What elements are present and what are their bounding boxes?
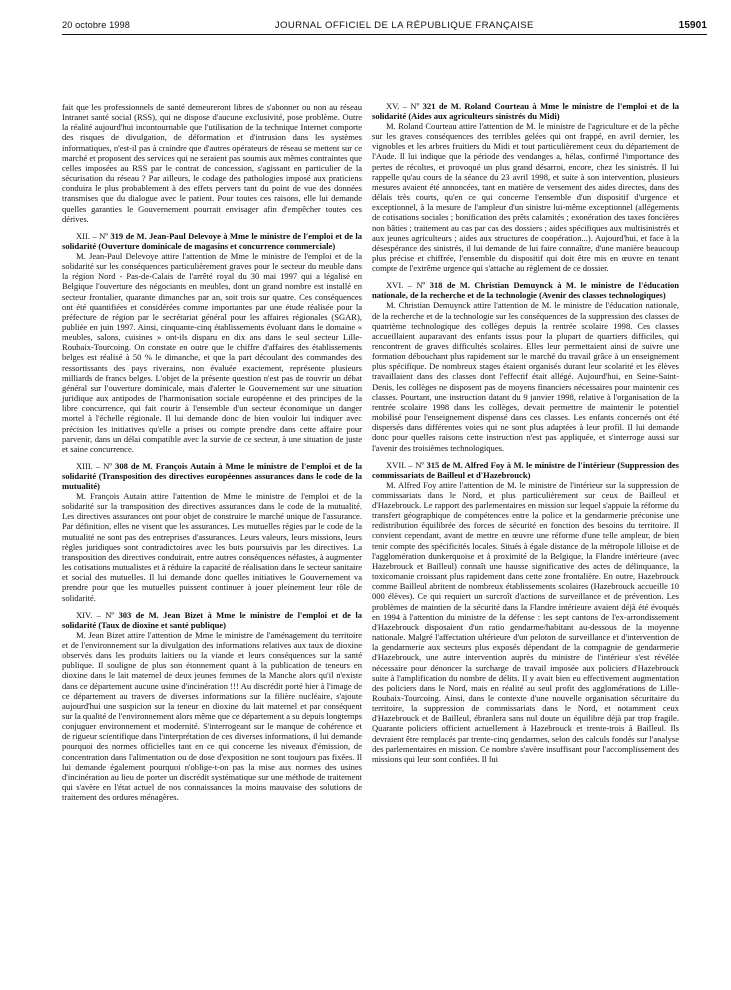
right-column [372, 101, 679, 764]
question-title: 315 de M. Alfred Foy à M. le ministre de l'intérieur (Suppression des commissariats de Bailleul et d'Hazebrouck) [372, 459, 679, 480]
question-xvii [372, 460, 679, 764]
question-title: 318 de M. Christian Demuynck à M. le ministre de l'éducation nationale, de la recherche et de la technologie (Avenir des classes technologiques) [372, 280, 679, 301]
question-body: M. Alfred Foy attire l'attention de M. le ministre de l'intérieur sur la suppression de commissariats dans le Nord, et plus particulièrement sur ceux de Bailleul et d'Hazebrouck. Le rapport des parlementaires en mission sur lequel s'appuie la réforme du transfert géographique de compétences entre la police et la gendarmerie préconise une redistribution équilibrée des forces de sécurité en fonction des besoins du territoire. Il convient cependant, avant de mettre en œuvre une réforme d'une telle ampleur, de bien tenir compte des spécificités locales. Situés à égale distance de la métropole lilloise et de l'agglomération dunkerquoise et à proximité de la Belgique, la Flandre intérieure (avec Hazebrouck et Bailleul) connaît une hausse significative des actes de délinquance, la toxicomanie croissant plus rapidement dans cette zone frontalière. En outre, Hazebrouck comme Bailleul abritent de nombreux établissements scolaires (Hazebrouck accueille 10 000 élèves). Ce qui requiert un surcroît d'actions de surveillance et de prévention. Les problèmes de maintien de la sécurité dans la Flandre intérieure avaient déjà été évoqués en 1994 à l'attention du ministre de la défense : les sept cantons de l'ex-arrondissement d'Hazebrouck disposaient d'un ratio gendarme/habitant au-dessous de la moyenne nationale. Malgré l'affectation ultérieure d'un peloton de surveillance et d'intervention de la gendarmerie aux secteurs plus exposés dépendant de la compagnie de gendarmerie d'Hazebrouck, une autre intervention auprès du ministre de l'intérieur s'est révélée nécessaire pour dénoncer la surcharge de travail imposée aux policiers d'Hazebrouck suite à l'amplification du nombre de délits. Il y avait bien eu effectivement augmentation des policiers dans le Nord, mais en réalité au seul profit des agglomérations de Lille-Roubaix-Tourcoing. Ainsi, dans le contexte d'une nouvelle organisation sécuritaire du territoire, la suppression de commissariats dans le Nord, et notamment ceux d'Hazebrouck et de Bailleul, ébranlera sans nul doute un équilibre déjà par trop fragile. Quarante policiers officient actuellement à Hazebrouck et trente-trois à Bailleul. Ils devraient être remplacés par trente-cinq gendarmes, selon des calculs fondés sur l'analyse des parlementaires en mission. Ce nombre s'avère insuffisant pour l'accomplissement des missions qui leur sont confiées. Il lui [372, 479, 679, 764]
page-number: 15901 [678, 20, 707, 31]
question-continuation [62, 102, 362, 224]
header-rule [62, 34, 707, 35]
question-number: XVII. – Nº [386, 459, 425, 470]
question-xvi [372, 280, 679, 452]
question-number: XII. – Nº [76, 230, 108, 241]
question-heading [62, 461, 362, 491]
question-number: XIV. – Nº [76, 609, 115, 620]
question-body: M. Roland Courteau attire l'attention de M. le ministre de l'agriculture et de la pêche sur les graves conséquences des terribles gelées qui ont frappé, en avril dernier, les vignobles et les arbres fruitiers du Midi et tout particulièrement ceux du département de l'Aude. Il lui indique que la période des vendanges a, hélas, confirmé l'importance des pertes de récoltes, et provoqué un plus grand désarroi, encore, chez les sinistrés. Il lui rappelle qu'au cours de la séance du 23 avril 1998, et suite à son intervention, plusieurs mesures avaient été annoncées, tant en matière de versement des aides directes, dans des délais très courts, qu'en ce qui concerne l'ensemble d'un dispositif d'urgence et exceptionnel, à la mesure de l'ampleur d'un sinistre lui-même exceptionnel (allégements de cotisations sociales ; bonification des prêts calamités ; exonération des taxes foncières non bâties ; traitement au cas par cas des dossiers ; aides spécifiques aux multisinistrés et aux jeunes agriculteurs ; aides aux structures de coopération...). Aujourd'hui, et face à la désespérance des sinistrés, il lui demande de lui faire connaître, d'une manière beaucoup plus précise et chiffrée, l'ensemble du dispositif qui doit être mis en œuvre en tenant compte de l'extrême urgence qui s'attache au règlement de ce dossier. [372, 121, 679, 274]
question-number: XV. – Nº [386, 101, 420, 111]
question-title: 319 de M. Jean-Paul Delevoye à Mme le ministre de l'emploi et de la solidarité (Ouverture dominicale de magasins et concurrence commerciale) [62, 230, 362, 251]
question-number: XIII. – Nº [76, 461, 113, 471]
question-heading [372, 101, 679, 121]
journal-title: JOURNAL OFFICIEL DE LA RÉPUBLIQUE FRANÇAISE [274, 20, 534, 31]
question-body: M. Jean-Paul Delevoye attire l'attention de Mme le ministre de l'emploi et de la solidarité sur les conséquences particulièrement graves pour le secteur du meuble dans la région Nord - Pas-de-Calais de l'arrêté royal du 30 mai 1997 qui a légalisé en Belgique l'ouverture des négociants en meubles, dont un grand nombre est installé en secteur frontalier, quarante dimanches par an, soit trois sur quatre. Ces conséquences ont été quantifiées et considérées comme importantes par une étude réalisée pour la préfecture de région par le secrétariat général pour les affaires régionales (SGAR), publiée en juin 1997. Ainsi, cinquante-cinq établissements évoluant dans le domaine « meubles, salons, cuisines » ont-ils disparu en dix ans dans le seul secteur Lille-Roubaix-Tourcoing. On constate en outre que le chiffre d'affaires des établissements belges est réalisé à 50 % le dimanche, et que la part découlant des commandes des ressortissants des pays riverains, non évaluée exactement, représente plusieurs milliards de francs belges. L'objet de la présente question n'est pas de rouvrir un débat général sur l'ouverture dominicale, mais d'alerter le Gouvernement sur une situation juridique aux antipodes de l'harmonisation sociale européenne et des principes de la libre concurrence, qui fait courir à l'ensemble d'un secteur économique un danger mortel à l'échelle régionale. Il lui demande donc de bien vouloir lui indiquer avec précision les initiatives qu'elle a prises ou compte prendre dans cette affaire pour parvenir, dans un délai compatible avec la survie de ce secteur, à une situation de juste et saine concurrence. [62, 250, 362, 454]
question-heading [372, 460, 679, 480]
question-xiv [62, 610, 362, 803]
question-xii [62, 231, 362, 454]
question-xiii [62, 461, 362, 603]
question-heading [62, 610, 362, 630]
question-body: M. Christian Demuynck attire l'attention de M. le ministre de l'éducation nationale, de la recherche et de la technologie sur les conséquences de la suppression des classes de quatrième technologique des collèges depuis la rentrée scolaire 1998. Ces classes accueillaient auparavant des enfants issus pour la plupart de quartiers difficiles, qui rencontrent de graves difficultés scolaires. Elles leur permettaient ainsi de suivre une formation débouchant plus rapidement sur le marché du travail grâce à un enseignement plus spécifique. De nombreux stages étaient organisés durant leur scolarité et les élèves travaillaient dans des classes dont l'effectif était allégé. Aujourd'hui, en Seine-Saint-Denis, les collèges ne disposent pas de moyens financiers nécessaires pour maintenir ces classes. Pourtant, une instruction datant du 9 janvier 1998, relative à l'organisation de la rentrée scolaire 1998 dans les collèges, devait permettre de maintenir le potentiel mobilisé pour l'enseignement dispensé dans ces classes. Les enfants concernés ont été dispersés dans différentes voies qui ne sont plus adaptées à leur profil. Il lui demande donc pour quelles raisons cette instruction n'est pas appliquée, et s'interroge aussi sur l'avenir des troisièmes technologiques. [372, 300, 679, 453]
question-body: M. François Autain attire l'attention de Mme le ministre de l'emploi et de la solidarité sur la transposition des directives assurances dans le code de la mutualité. Les directives assurances ont pour objet de construire le marché unique de l'assurance. Par définition, elles ne visent que les assurances. Les mutuelles régies par le code de la mutualité ne sont pas des entreprises d'assurances. Leurs valeurs, leurs missions, leurs règles juridiques sont contradictoires avec les buts poursuivis par les directives. La transposition des directives conduirait, entre autres conséquences néfastes, à augmenter les cotisations mutualistes et à réduire la capacité de réalisation dans le secteur sanitaire et social des mutuelles. Il lui demande donc quelles initiatives le Gouvernement va prendre pour que les mutuelles puissent continuer à jouer pleinement leur rôle de solidarité. [62, 491, 362, 603]
question-number: XVI. – Nº [386, 280, 426, 291]
question-heading [372, 280, 679, 300]
question-xv [372, 101, 679, 273]
continued-paragraph: fait que les professionnels de santé demeureront libres de s'abonner ou non au réseau Intranet santé social (RSS), qui ne dispose d'aucune exclusivité, pose problème. Outre la réalité aujourd'hui incontournable que l'utilisation de la technique Internet comporte des risques de divulgation, de déformation et d'intrusion dans les systèmes informatiques, n'est-il pas à craindre que d'autres opérateurs de réseau se mettent sur ce marché et proposent des services qui ne seraient pas soumis aux mêmes contraintes que celles imposées au RSS par le contrat de concession, s'agissant en particulier de la sécurisation du réseau ? Par ailleurs, le codage des pathologies imposé aux praticiens conduira le plus probablement à des effets pervers tant du point de vue des données transmises que du dialogue avec le patient. Pour toutes ces raisons, elle lui demande quelles garanties le Gouvernement pourrait envisager afin d'empêcher toutes ces dérives. [62, 102, 362, 224]
question-title: 321 de M. Roland Courteau à Mme le ministre de l'emploi et de la solidarité (Aides aux agriculteurs sinistrés du Midi) [372, 101, 680, 121]
left-column [62, 102, 362, 802]
question-title: 308 de M. François Autain à Mme le ministre de l'emploi et de la solidarité (Transposition des directives européennes assurances dans le code de la mutualité) [62, 461, 363, 491]
issue-date: 20 octobre 1998 [62, 20, 130, 30]
question-body: M. Jean Bizet attire l'attention de Mme le ministre de l'aménagement du territoire et de l'environnement sur la divulgation des informations relatives aux taux de dioxine observés dans les produits laitiers ou la viande et leurs conséquences sur la santé publique. Il souligne de plus son étonnement quant à la publication de teneurs en dioxine dans le lait maternel de deux jeunes femmes de la Manche alors qu'il n'existe dans ce département aucune usine d'incinération !!! Au discrédit porté hier à l'image de ce département au travers de diverses informations sur la filière nucléaire, s'ajoute aujourd'hui une suspicion sur la teneur en dioxine du lait maternel et par conséquent sur la qualité de l'environnement alors même que ce département a su depuis longtemps conjuguer environnement et modernité. S'interrogeant sur le manque de cohérence et de rigueur scientifique dans l'interprétation de ces diverses informations, il lui demande pourquoi des normes officielles tant en ce qui concerne les niveaux d'émission, de concentration dans l'alimentation ou de dose d'exposition ne sont toujours pas fixées. Il lui demande également pourquoi n'oblige-t-on pas la mise aux normes des usines d'incinération au lieu de porter un discrédit systématique sur une méthode de traitement qui s'avère en l'état actuel de nos connaissances la moins mauvaise des solutions de traitement des ordures ménagères. [62, 629, 362, 803]
page-header [62, 20, 707, 31]
question-title: 303 de M. Jean Bizet à Mme le ministre de l'emploi et de la solidarité (Taux de dioxine et santé publique) [62, 609, 362, 630]
question-heading [62, 231, 362, 251]
